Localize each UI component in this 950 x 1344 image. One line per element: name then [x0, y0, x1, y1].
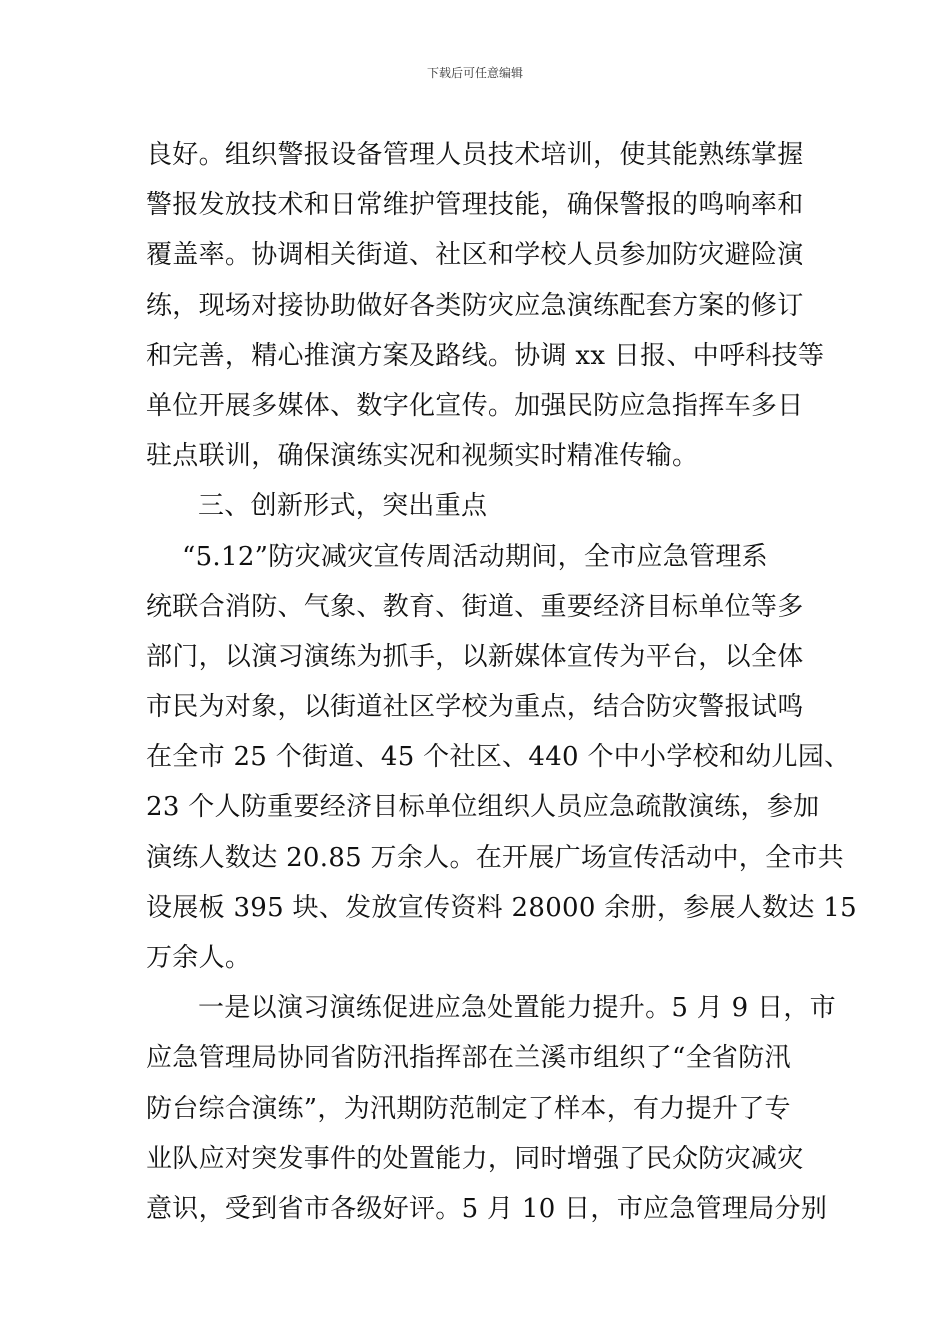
paragraph-first-line: “5.12”防灾减灾宣传周活动期间，全市应急管理系: [182, 541, 768, 572]
body-line: 市民为对象，以街道社区学校为重点，结合防灾警报试鸣: [146, 692, 804, 723]
body-line: 覆盖率。协调相关街道、社区和学校人员参加防灾避险演: [146, 240, 804, 271]
body-line: 23 个人防重要经济目标单位组织人员应急疏散演练，参加: [146, 792, 820, 823]
body-line: 警报发放技术和日常维护管理技能，确保警报的鸣响率和: [146, 190, 804, 221]
page-header-note: 下载后可任意编辑: [426, 66, 523, 80]
body-line: 演练人数达 20.85 万余人。在开展广场宣传活动中，全市共: [146, 842, 844, 873]
paragraph-first-line: 一是以演习演练促进应急处置能力提升。5 月 9 日，市: [198, 993, 836, 1024]
body-line: 业队应对突发事件的处置能力，同时增强了民众防灾减灾: [146, 1143, 804, 1174]
body-line: 和完善，精心推演方案及路线。协调 xx 日报、中呼科技等: [146, 340, 825, 371]
body-line: 统联合消防、气象、教育、街道、重要经济目标单位等多: [146, 591, 804, 622]
body-line: 设展板 395 块、发放宣传资料 28000 余册，参展人数达 15: [146, 892, 857, 923]
body-line: 万余人。: [146, 943, 252, 973]
body-line: 在全市 25 个街道、45 个社区、440 个中小学校和幼儿园、: [146, 742, 851, 773]
body-line: 练，现场对接协助做好各类防灾应急演练配套方案的修订: [146, 290, 804, 321]
body-line: 良好。组织警报设备管理人员技术培训，使其能熟练掌握: [146, 140, 804, 170]
body-line: 单位开展多媒体、数字化宣传。加强民防应急指挥车多日: [146, 390, 804, 421]
document-body: [146, 130, 857, 1234]
body-line: 防台综合演练”，为汛期防范制定了样本，有力提升了专: [146, 1093, 791, 1124]
body-line: 驻点联训，确保演练实况和视频实时精准传输。: [146, 441, 699, 472]
body-line: 部门，以演习演练为抓手，以新媒体宣传为平台，以全体: [146, 641, 804, 672]
body-line: 意识，受到省市各级好评。5 月 10 日，市应急管理局分别: [146, 1193, 828, 1224]
body-line: 应急管理局协同省防汛指挥部在兰溪市组织了“全省防汛: [146, 1043, 791, 1074]
section-heading: 三、创新形式，突出重点: [198, 491, 488, 522]
